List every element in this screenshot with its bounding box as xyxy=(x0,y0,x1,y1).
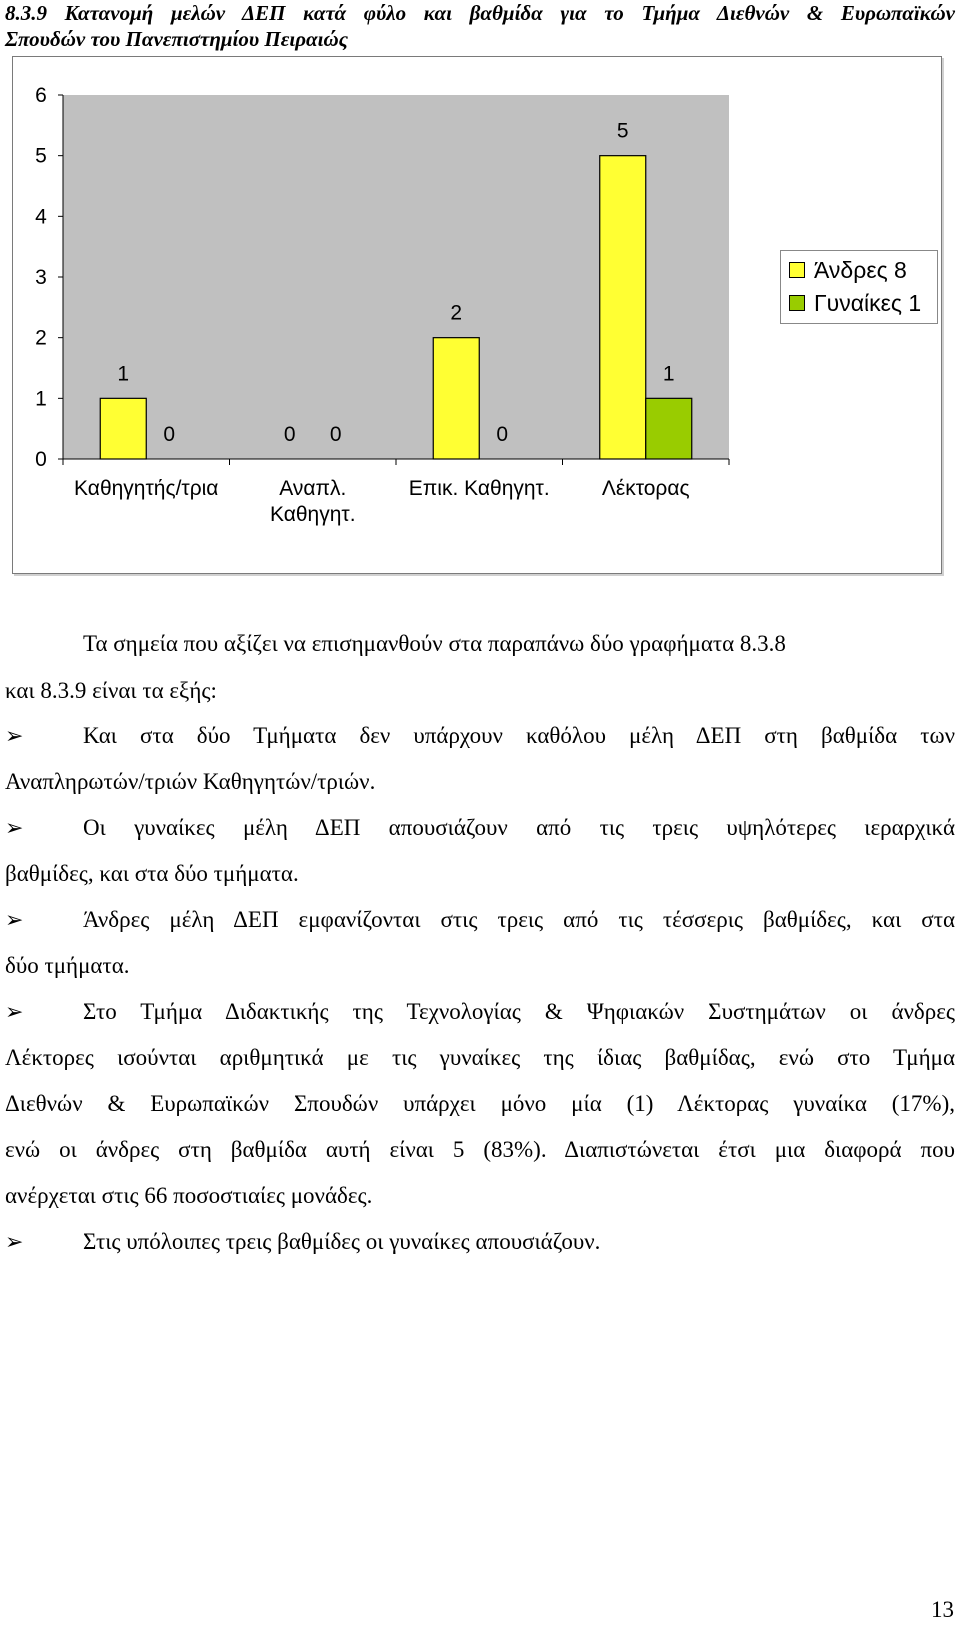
section-heading xyxy=(5,0,955,52)
bullet-line: Λέκτορες ισούνται αριθμητικά με τις γυναίκες της ίδιας βαθμίδας, ενώ στο Τμήμα xyxy=(5,1045,955,1070)
y-tick-label: 1 xyxy=(35,387,47,411)
x-category-label: Αναπλ. xyxy=(279,477,347,500)
y-tick-label: 6 xyxy=(35,84,47,107)
bullet-line: ενώ οι άνδρες στη βαθμίδα αυτή είναι 5 (83%). Διαπιστώνεται έτσι μια διαφορά που xyxy=(5,1137,955,1162)
legend-item-women xyxy=(789,288,921,318)
y-tick-label: 3 xyxy=(35,266,47,289)
x-category-label: Λέκτορας xyxy=(601,477,690,500)
bar-men-4 xyxy=(600,156,646,459)
bullet-line: Στο Τμήμα Διδακτικής της Τεχνολογίας & Ψηφιακών Συστημάτων οι άνδρες xyxy=(83,999,955,1024)
x-category-label: Καθηγητής/τρια xyxy=(74,477,219,500)
chart-legend xyxy=(780,250,938,324)
bullet-item xyxy=(5,989,955,1219)
bullet-line: Οι γυναίκες μέλη ΔΕΠ απουσιάζουν από τις τρεις υψηλότερες ιεραρχικά xyxy=(83,815,955,840)
data-label-men-4: 5 xyxy=(616,119,629,143)
bullet-line: δύο τμήματα. xyxy=(5,953,130,978)
legend-swatch-women xyxy=(789,295,805,311)
bullet-line: ανέρχεται στις 66 ποσοστιαίες μονάδες. xyxy=(5,1183,373,1208)
y-tick-label: 0 xyxy=(35,448,47,471)
bullet-line: Διεθνών & Ευρωπαϊκών Σπουδών υπάρχει μόνο μία (1) Λέκτορας γυναίκα (17%), xyxy=(5,1091,955,1116)
bullet-arrow-icon: ➢ xyxy=(5,1229,24,1254)
bullet-line: Αναπληρωτών/τριών Καθηγητών/τριών. xyxy=(5,769,376,794)
bullet-line: βαθμίδες, και στα δύο τμήματα. xyxy=(5,861,299,886)
y-tick-label: 4 xyxy=(35,205,47,229)
legend-label-men: Άνδρες 8 xyxy=(814,257,907,283)
x-category-label: Επικ. Καθηγητ. xyxy=(408,477,550,500)
section-heading-line-2: Σπουδών του Πανεπιστημίου Πειραιώς xyxy=(5,27,349,51)
legend-item-men xyxy=(789,255,907,285)
data-label-women-4: 1 xyxy=(662,362,675,386)
data-label-men-2: 0 xyxy=(283,423,296,446)
bullet-line: Και στα δύο Τμήματα δεν υπάρχουν καθόλου μέλη ΔΕΠ στη βαθμίδα των xyxy=(83,723,955,748)
data-label-men-3: 2 xyxy=(450,301,463,325)
bar-men-3 xyxy=(433,338,479,459)
bullet-line: Στις υπόλοιπες τρεις βαθμίδες οι γυναίκες απουσιάζουν. xyxy=(83,1229,601,1254)
intro-line-1: Τα σημεία που αξίζει να επισημανθούν στα παραπάνω δύο γραφήματα 8.3.8 xyxy=(83,631,786,656)
bullet-item xyxy=(5,1219,955,1265)
bullet-line: Άνδρες μέλη ΔΕΠ εμφανίζονται στις τρεις από τις τέσσερις βαθμίδες, και στα xyxy=(83,907,955,932)
bullet-item xyxy=(5,713,955,805)
data-label-women-2: 0 xyxy=(329,423,342,446)
bullet-item xyxy=(5,805,955,897)
y-tick-label: 2 xyxy=(35,326,47,350)
bullet-arrow-icon: ➢ xyxy=(5,907,24,932)
bar-chart xyxy=(12,56,942,574)
bar-women-4 xyxy=(646,398,692,459)
bar-men-1 xyxy=(100,398,146,459)
x-category-label: Καθηγητ. xyxy=(269,503,356,526)
page-number: 13 xyxy=(931,1597,954,1622)
bullet-arrow-icon: ➢ xyxy=(5,815,24,840)
intro-paragraph xyxy=(5,620,955,714)
y-tick-label: 5 xyxy=(35,144,47,168)
bullet-item xyxy=(5,897,955,989)
bullet-arrow-icon: ➢ xyxy=(5,723,24,748)
intro-line-2: και 8.3.9 είναι τα εξής: xyxy=(5,678,217,703)
bullet-arrow-icon: ➢ xyxy=(5,999,24,1024)
data-label-women-3: 0 xyxy=(496,423,509,446)
legend-label-women: Γυναίκες 1 xyxy=(814,290,922,316)
data-label-women-1: 0 xyxy=(163,423,176,446)
data-label-men-1: 1 xyxy=(117,362,130,386)
section-heading-line-1: 8.3.9 Κατανομή μελών ΔΕΠ κατά φύλο και βαθμίδα για το Τμήμα Διεθνών & Ευρωπαϊκών xyxy=(5,1,955,25)
legend-swatch-men xyxy=(789,262,805,278)
